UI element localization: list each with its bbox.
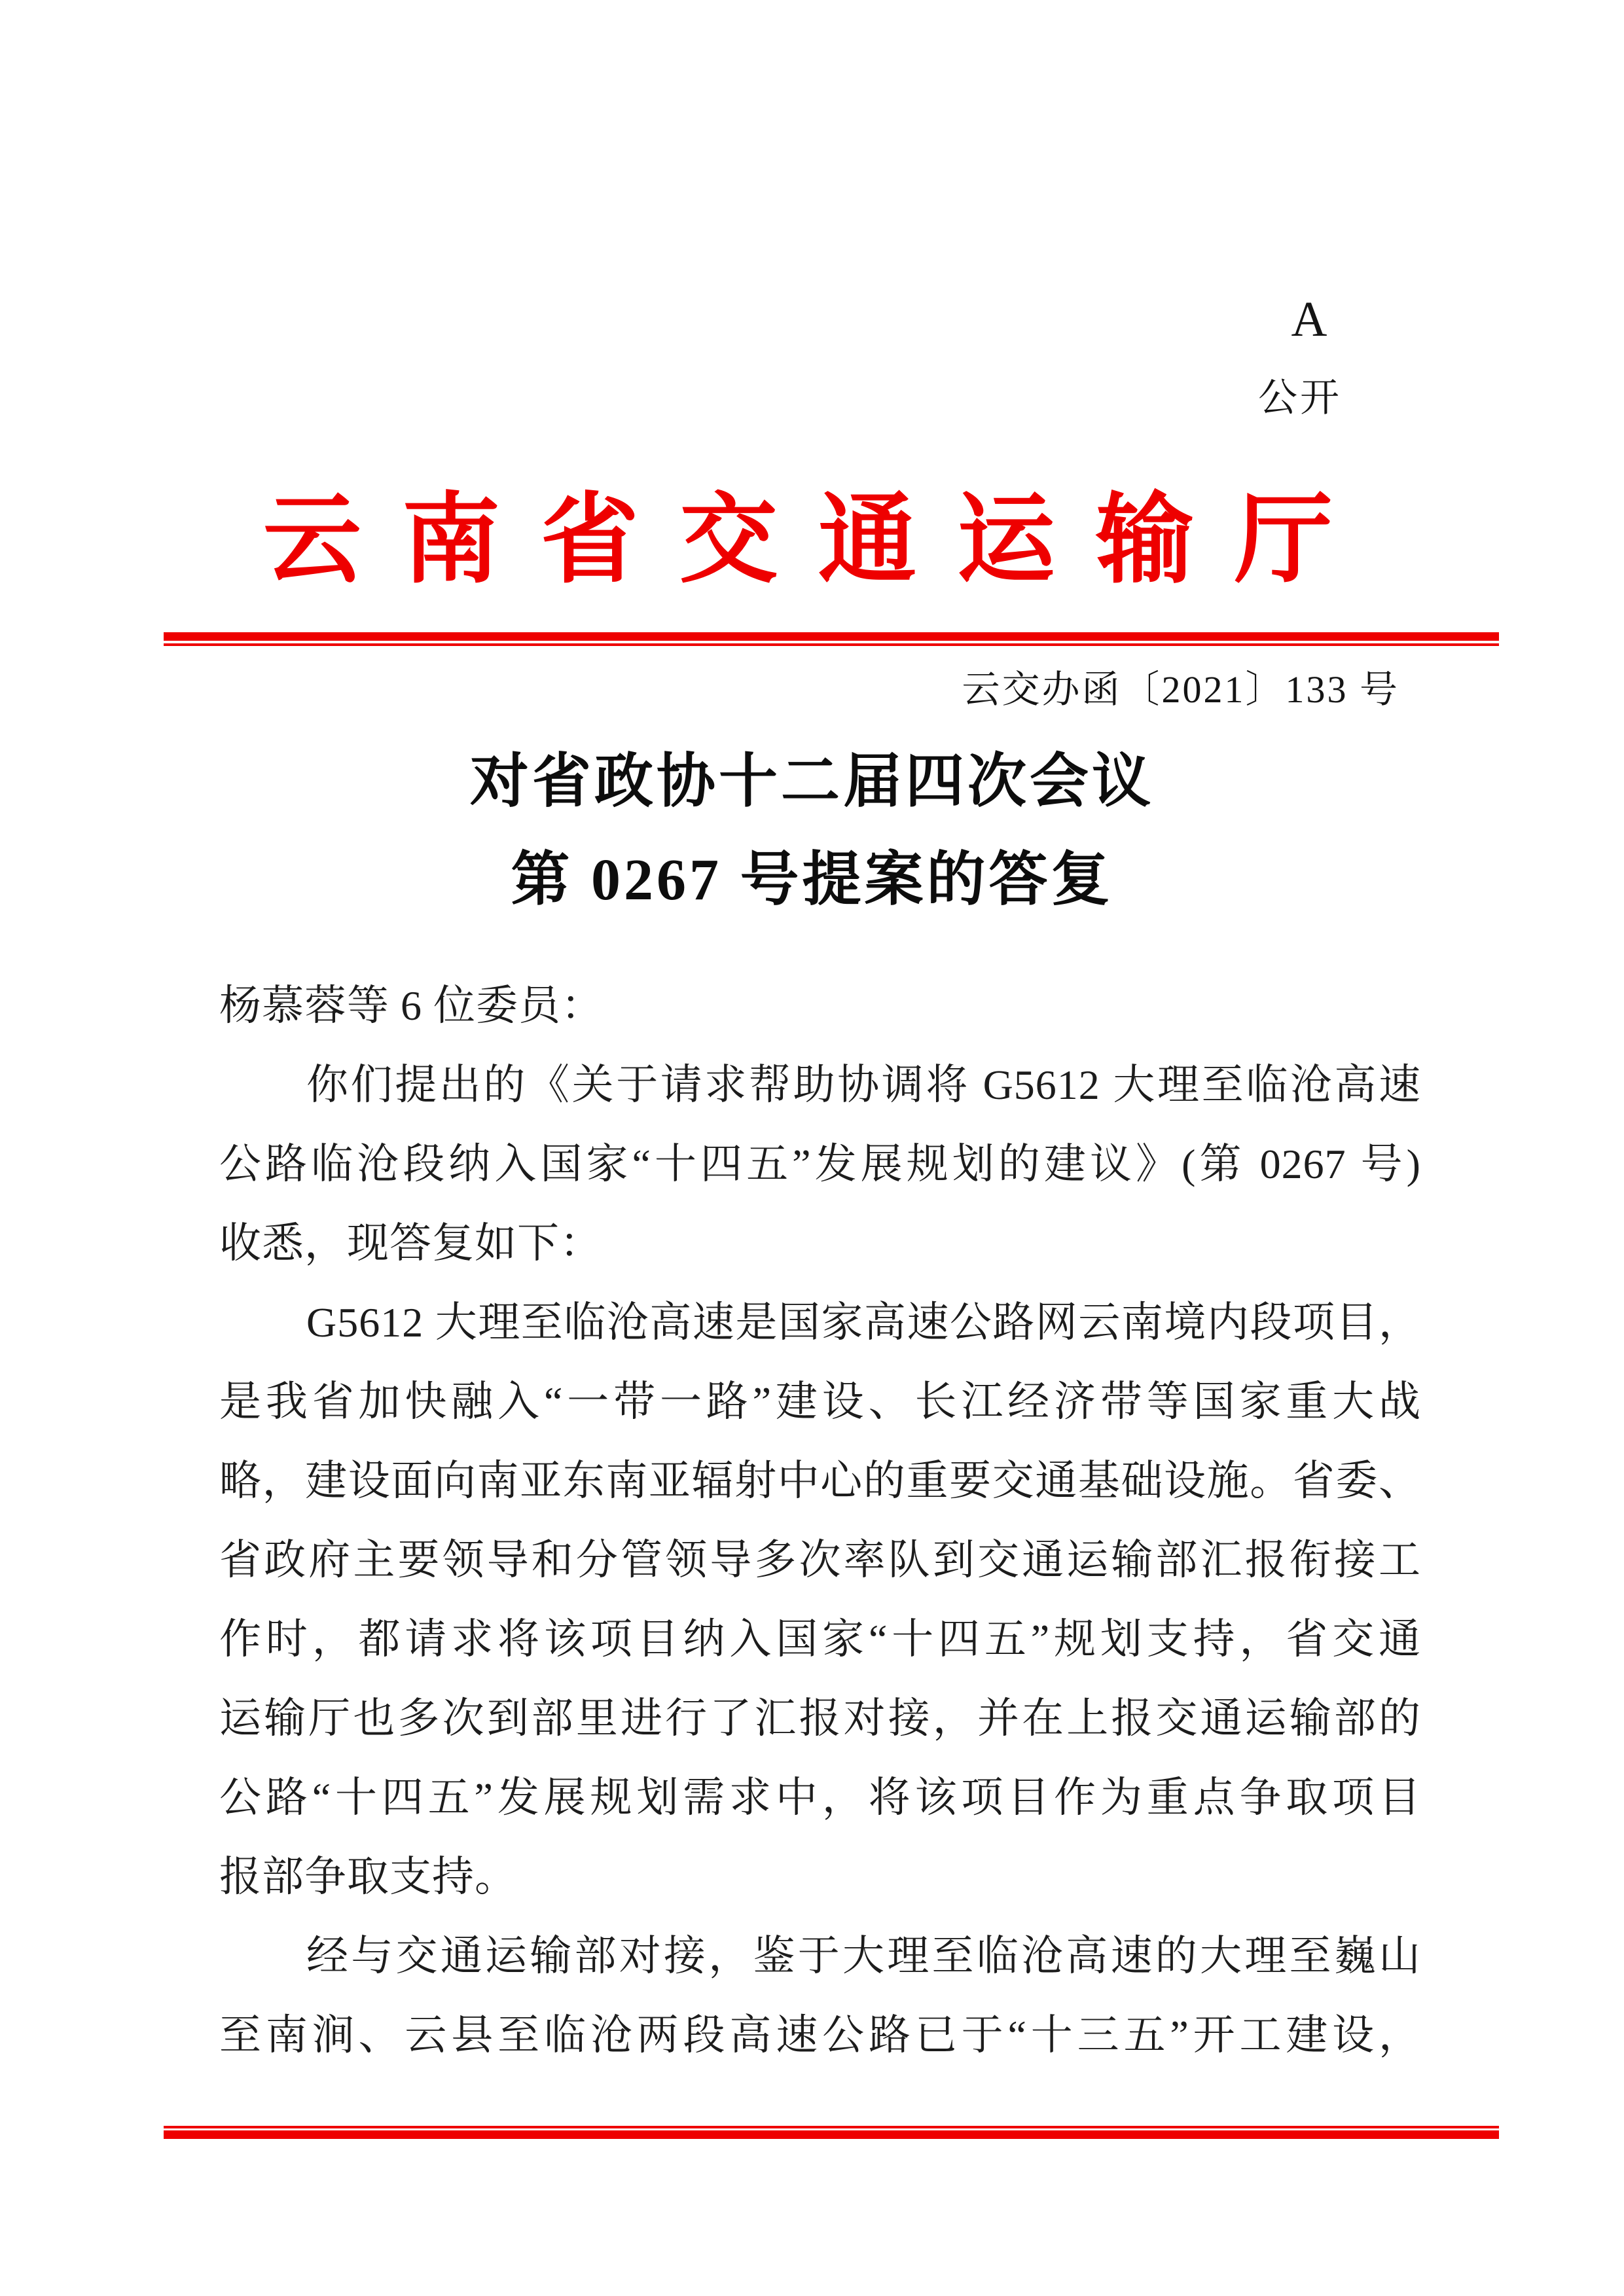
publicity-mark: 公开 (1258, 376, 1342, 420)
top-red-rule-thick (164, 632, 1499, 641)
classification-mark: A (1291, 292, 1327, 347)
body-line: 运输厅也多次到部里进行了汇报对接，并在上报交通运输部的 (219, 1695, 1421, 1742)
body-line: 公路“十四五”发展规划需求中，将该项目作为重点争取项目 (219, 1774, 1421, 1821)
body-line: 是我省加快融入“一带一路”建设、长江经济带等国家重大战 (219, 1378, 1421, 1425)
bottom-red-rule-thin (164, 2126, 1499, 2128)
body-line: 略，建设面向南亚东南亚辐射中心的重要交通基础设施。省委、 (219, 1458, 1421, 1504)
body-line: 你们提出的《关于请求帮助协调将 G5612 大理至临沧高速 (306, 1062, 1421, 1108)
body-line: G5612 大理至临沧高速是国家高速公路网云南境内段项目， (306, 1299, 1421, 1346)
body-line: 作时，都请求将该项目纳入国家“十四五”规划支持，省交通 (219, 1616, 1421, 1662)
top-red-rule-thin (164, 643, 1499, 646)
body-line: 至南涧、云县至临沧两段高速公路已于“十三五”开工建设， (219, 2012, 1421, 2058)
document-title-line1: 对省政协十二届四次会议 (470, 749, 1154, 814)
salutation: 杨慕蓉等 6 位委员： (219, 982, 604, 1029)
document-title-line2: 第 0267 号提案的答复 (511, 848, 1113, 912)
body-line: 报部争取支持。 (219, 1854, 517, 1900)
document-number: 云交办函〔2021〕133 号 (962, 668, 1399, 711)
body-line: 经与交通运输部对接，鉴于大理至临沧高速的大理至巍山 (306, 1933, 1421, 1979)
bottom-red-rule-thick (164, 2130, 1499, 2139)
agency-letterhead-title: 云南省交通运输厅 (263, 486, 1374, 595)
body-line: 公路临沧段纳入国家“十四五”发展规划的建议》(第 0267 号) (219, 1141, 1421, 1187)
body-line: 收悉，现答复如下： (219, 1220, 602, 1266)
body-line: 省政府主要领导和分管领导多次率队到交通运输部汇报衔接工 (219, 1537, 1421, 1583)
